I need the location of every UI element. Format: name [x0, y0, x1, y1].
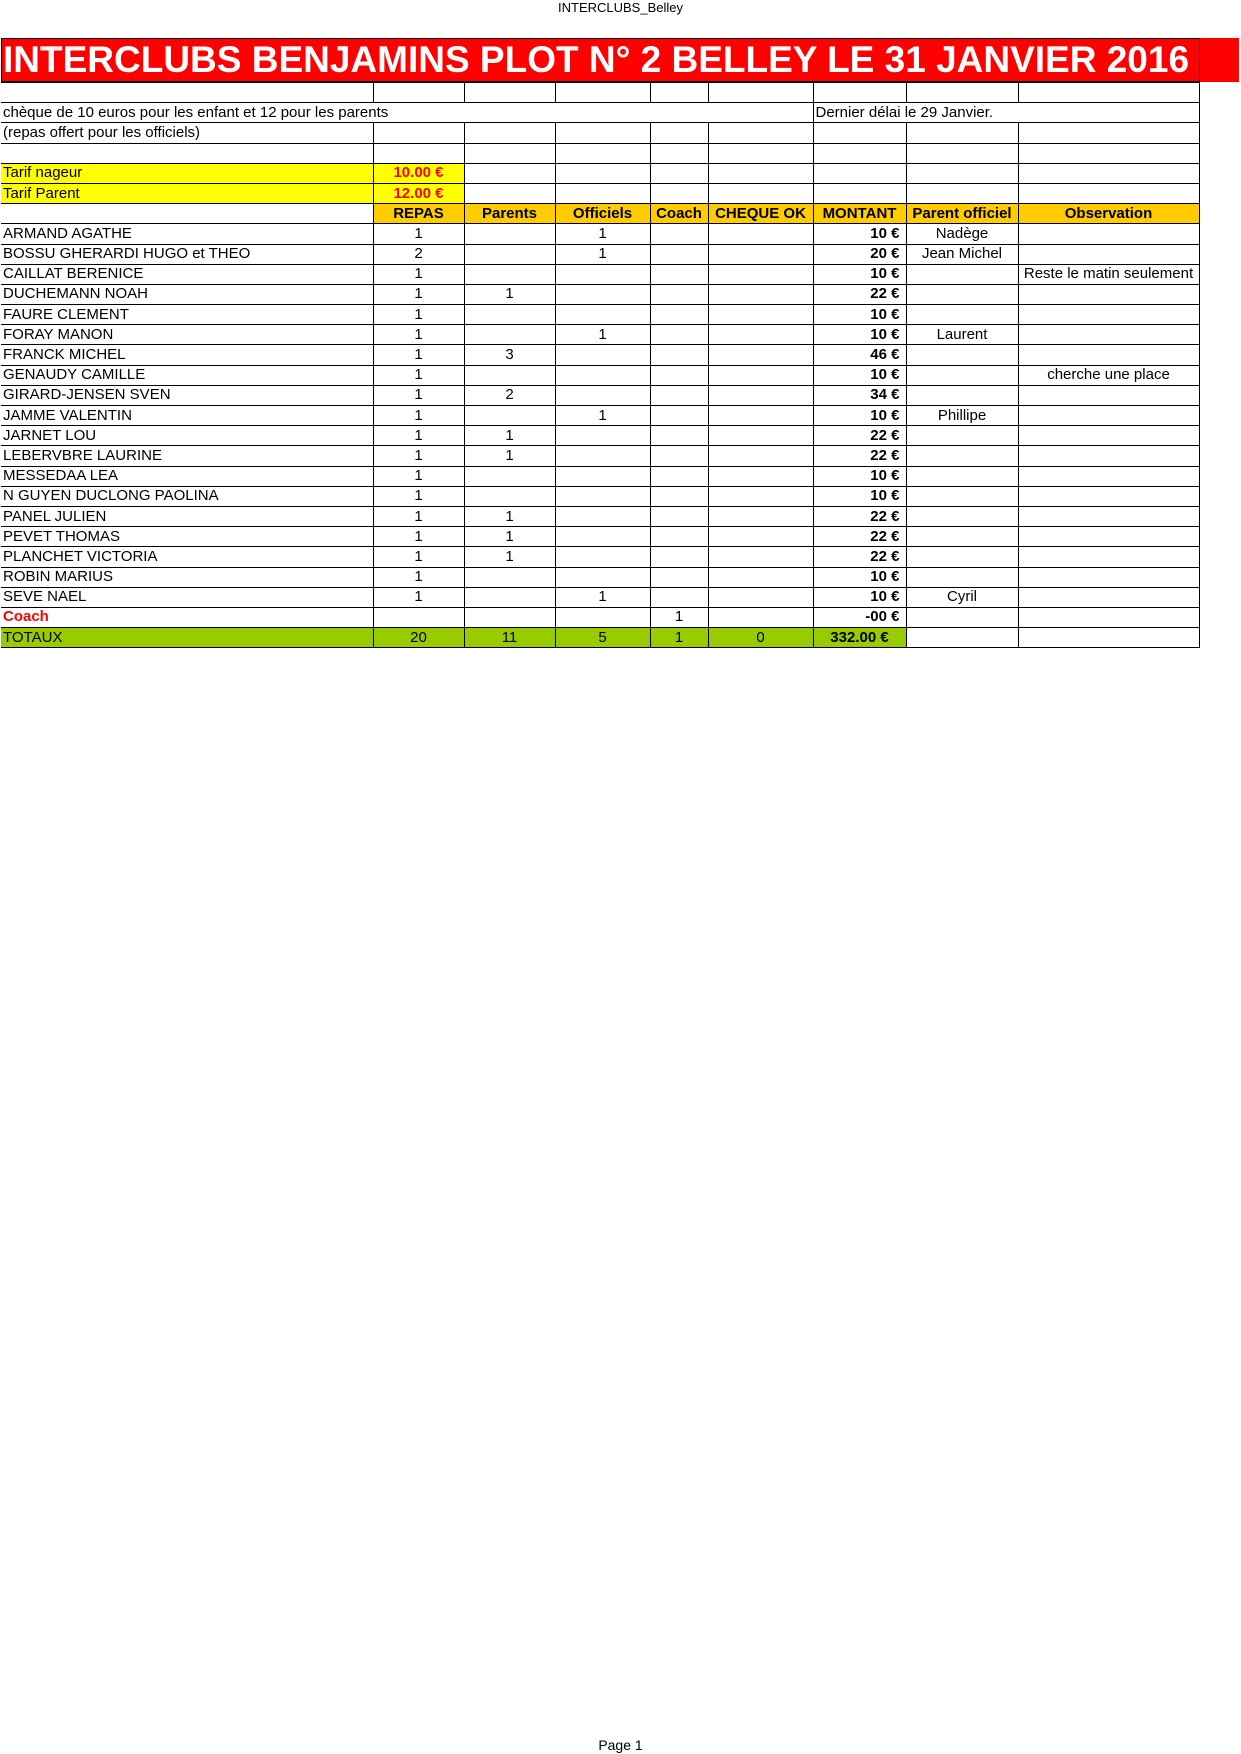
empty-cell — [708, 143, 813, 163]
tariff-label: Tarif Parent — [1, 183, 373, 203]
empty-cell — [1018, 123, 1199, 143]
table-row — [1, 567, 1199, 587]
table-row — [1, 244, 1199, 264]
observation-cell — [1018, 406, 1199, 426]
cheque-cell — [708, 426, 813, 446]
empty-cell — [555, 123, 650, 143]
cheque-cell — [708, 365, 813, 385]
montant-cell: 10 € — [813, 466, 906, 486]
repas-cell: 2 — [373, 244, 464, 264]
swimmer-name: DUCHEMANN NOAH — [1, 284, 373, 304]
cheque-cell — [708, 607, 813, 627]
parent-officiel-cell — [906, 466, 1018, 486]
parent-officiel-cell — [906, 365, 1018, 385]
cheque-cell — [708, 486, 813, 506]
coach-cell: 1 — [650, 607, 708, 627]
empty-cell — [708, 123, 813, 143]
repas-cell: 1 — [373, 547, 464, 567]
empty-cell — [1018, 83, 1199, 103]
repas-cell: 1 — [373, 567, 464, 587]
page-title: INTERCLUBS BENJAMINS PLOT N° 2 BELLEY LE 31 JANVIER 2016 — [3, 39, 1190, 80]
table-row — [1, 345, 1199, 365]
coach-cell — [650, 325, 708, 345]
observation-cell — [1018, 305, 1199, 325]
observation-cell — [1018, 224, 1199, 244]
swimmer-name: LEBERVBRE LAURINE — [1, 446, 373, 466]
montant-cell: 22 € — [813, 426, 906, 446]
parent-officiel-cell: Jean Michel — [906, 244, 1018, 264]
cheque-cell — [708, 587, 813, 607]
montant-cell: 10 € — [813, 264, 906, 284]
empty-cell — [464, 183, 555, 203]
swimmer-name: JARNET LOU — [1, 426, 373, 446]
table-row — [1, 527, 1199, 547]
repas-cell — [373, 607, 464, 627]
total-coach: 1 — [650, 628, 708, 648]
swimmer-name: MESSEDAA LEA — [1, 466, 373, 486]
repas-cell: 1 — [373, 506, 464, 526]
observation-cell — [1018, 244, 1199, 264]
parent-officiel-cell: Laurent — [906, 325, 1018, 345]
officiels-cell — [555, 567, 650, 587]
empty-cell — [1018, 183, 1199, 203]
totals-row — [1, 628, 1199, 648]
empty-cell — [1, 143, 373, 163]
parents-cell — [464, 567, 555, 587]
swimmer-name: PEVET THOMAS — [1, 527, 373, 547]
swimmer-name: GIRARD-JENSEN SVEN — [1, 385, 373, 405]
table-row — [1, 587, 1199, 607]
table-row — [1, 284, 1199, 304]
parents-cell — [464, 406, 555, 426]
observation-cell — [1018, 567, 1199, 587]
officiels-cell — [555, 284, 650, 304]
parents-cell: 1 — [464, 527, 555, 547]
title-banner — [1, 38, 1239, 82]
montant-cell: 34 € — [813, 385, 906, 405]
empty-cell — [555, 183, 650, 203]
officiels-cell — [555, 527, 650, 547]
total-montant: 332.00 € — [813, 628, 906, 648]
montant-cell: 22 € — [813, 506, 906, 526]
repas-cell: 1 — [373, 305, 464, 325]
montant-cell: 10 € — [813, 406, 906, 426]
column-header: Parents — [464, 204, 555, 224]
header-blank — [1, 204, 373, 224]
total-officiels: 5 — [555, 628, 650, 648]
totals-label: TOTAUX — [1, 628, 373, 648]
coach-cell — [650, 587, 708, 607]
empty-cell — [1018, 163, 1199, 183]
total-parent-officiel — [906, 628, 1018, 648]
spacer-row — [1, 83, 1199, 103]
repas-cell: 1 — [373, 406, 464, 426]
swimmer-name: N GUYEN DUCLONG PAOLINA — [1, 486, 373, 506]
observation-cell — [1018, 547, 1199, 567]
table-row — [1, 385, 1199, 405]
montant-cell: 10 € — [813, 224, 906, 244]
table-row — [1, 224, 1199, 244]
repas-cell: 1 — [373, 224, 464, 244]
parents-cell: 3 — [464, 345, 555, 365]
swimmer-name: JAMME VALENTIN — [1, 406, 373, 426]
officiels-cell — [555, 607, 650, 627]
cheque-cell — [708, 527, 813, 547]
cheque-cell — [708, 244, 813, 264]
deadline-note: Dernier délai le 29 Janvier. — [813, 103, 1199, 123]
officiels-cell — [555, 345, 650, 365]
table-row — [1, 446, 1199, 466]
cheque-cell — [708, 547, 813, 567]
montant-cell: 22 € — [813, 284, 906, 304]
column-header-row — [1, 204, 1199, 224]
observation-cell — [1018, 607, 1199, 627]
table-row — [1, 264, 1199, 284]
coach-cell — [650, 305, 708, 325]
registration-table — [1, 82, 1200, 648]
empty-cell — [906, 143, 1018, 163]
parent-officiel-cell — [906, 506, 1018, 526]
coach-cell — [650, 486, 708, 506]
coach-cell — [650, 345, 708, 365]
coach-cell — [650, 406, 708, 426]
observation-cell — [1018, 486, 1199, 506]
empty-cell — [708, 183, 813, 203]
officiels-cell: 1 — [555, 406, 650, 426]
table-row — [1, 325, 1199, 345]
officiels-cell — [555, 426, 650, 446]
cheque-cell — [708, 224, 813, 244]
swimmer-name: ROBIN MARIUS — [1, 567, 373, 587]
observation-cell — [1018, 466, 1199, 486]
empty-cell — [906, 183, 1018, 203]
empty-cell — [373, 123, 464, 143]
empty-cell — [464, 163, 555, 183]
cheque-cell — [708, 284, 813, 304]
empty-cell — [464, 143, 555, 163]
empty-cell — [650, 143, 708, 163]
officiels-cell — [555, 486, 650, 506]
empty-cell — [906, 123, 1018, 143]
repas-cell: 1 — [373, 325, 464, 345]
officiels-cell — [555, 446, 650, 466]
officials-note: (repas offert pour les officiels) — [1, 123, 373, 143]
empty-cell — [373, 83, 464, 103]
empty-cell — [373, 143, 464, 163]
officiels-cell — [555, 385, 650, 405]
tariff-row — [1, 183, 1199, 203]
repas-cell: 1 — [373, 284, 464, 304]
column-header: Observation — [1018, 204, 1199, 224]
observation-cell: Reste le matin seulement — [1018, 264, 1199, 284]
repas-cell: 1 — [373, 587, 464, 607]
montant-cell: 22 € — [813, 547, 906, 567]
empty-cell — [813, 183, 906, 203]
parents-cell: 1 — [464, 426, 555, 446]
officiels-cell: 1 — [555, 224, 650, 244]
parent-officiel-cell — [906, 486, 1018, 506]
swimmer-name: PLANCHET VICTORIA — [1, 547, 373, 567]
parents-cell — [464, 264, 555, 284]
parents-cell — [464, 325, 555, 345]
parent-officiel-cell: Nadège — [906, 224, 1018, 244]
table-row — [1, 506, 1199, 526]
officiels-cell — [555, 466, 650, 486]
table-row — [1, 365, 1199, 385]
empty-cell — [813, 163, 906, 183]
parent-officiel-cell — [906, 385, 1018, 405]
observation-cell — [1018, 426, 1199, 446]
total-repas: 20 — [373, 628, 464, 648]
swimmer-name: PANEL JULIEN — [1, 506, 373, 526]
parent-officiel-cell — [906, 305, 1018, 325]
empty-cell — [906, 163, 1018, 183]
parent-officiel-cell — [906, 284, 1018, 304]
table-row — [1, 486, 1199, 506]
total-parents: 11 — [464, 628, 555, 648]
table-row — [1, 406, 1199, 426]
column-header: CHEQUE OK — [708, 204, 813, 224]
parents-cell — [464, 486, 555, 506]
empty-cell — [813, 83, 906, 103]
tariff-label: Tarif nageur — [1, 163, 373, 183]
note-row — [1, 103, 1199, 123]
empty-cell — [650, 163, 708, 183]
parents-cell — [464, 587, 555, 607]
parent-officiel-cell — [906, 607, 1018, 627]
parent-officiel-cell — [906, 345, 1018, 365]
observation-cell — [1018, 506, 1199, 526]
montant-cell: 10 € — [813, 305, 906, 325]
cheque-cell — [708, 506, 813, 526]
repas-cell: 1 — [373, 486, 464, 506]
coach-cell — [650, 506, 708, 526]
cheque-cell — [708, 325, 813, 345]
observation-cell — [1018, 345, 1199, 365]
officiels-cell — [555, 547, 650, 567]
tariff-row — [1, 163, 1199, 183]
observation-cell — [1018, 325, 1199, 345]
officiels-cell — [555, 264, 650, 284]
parents-cell — [464, 224, 555, 244]
parents-cell: 1 — [464, 506, 555, 526]
parent-officiel-cell — [906, 426, 1018, 446]
coach-cell — [650, 264, 708, 284]
observation-cell: cherche une place — [1018, 365, 1199, 385]
empty-cell — [813, 123, 906, 143]
repas-cell: 1 — [373, 466, 464, 486]
montant-cell: 20 € — [813, 244, 906, 264]
officiels-cell — [555, 305, 650, 325]
officiels-cell — [555, 506, 650, 526]
empty-cell — [650, 83, 708, 103]
observation-cell — [1018, 527, 1199, 547]
sheet-name-header: INTERCLUBS_Belley — [558, 0, 683, 15]
repas-cell: 1 — [373, 426, 464, 446]
empty-cell — [555, 163, 650, 183]
parents-cell — [464, 244, 555, 264]
empty-cell — [464, 83, 555, 103]
montant-cell: 10 € — [813, 587, 906, 607]
total-observation — [1018, 628, 1199, 648]
empty-cell — [464, 123, 555, 143]
column-header: MONTANT — [813, 204, 906, 224]
coach-cell — [650, 547, 708, 567]
officiels-cell: 1 — [555, 244, 650, 264]
empty-cell — [650, 183, 708, 203]
coach-cell — [650, 466, 708, 486]
officiels-cell: 1 — [555, 587, 650, 607]
officiels-cell — [555, 365, 650, 385]
parents-cell: 1 — [464, 446, 555, 466]
parent-officiel-cell: Phillipe — [906, 406, 1018, 426]
parents-cell: 1 — [464, 284, 555, 304]
observation-cell — [1018, 446, 1199, 466]
column-header: Officiels — [555, 204, 650, 224]
total-cheque: 0 — [708, 628, 813, 648]
empty-cell — [555, 83, 650, 103]
parent-officiel-cell: Cyril — [906, 587, 1018, 607]
parents-cell — [464, 365, 555, 385]
coach-cell — [650, 446, 708, 466]
tariff-price: 12.00 € — [373, 183, 464, 203]
observation-cell — [1018, 385, 1199, 405]
table-row — [1, 547, 1199, 567]
parents-cell — [464, 607, 555, 627]
repas-cell: 1 — [373, 365, 464, 385]
montant-cell: 10 € — [813, 325, 906, 345]
montant-cell: 22 € — [813, 446, 906, 466]
montant-cell: 10 € — [813, 365, 906, 385]
empty-cell — [906, 83, 1018, 103]
cheque-cell — [708, 466, 813, 486]
cheque-cell — [708, 305, 813, 325]
coach-cell — [650, 365, 708, 385]
coach-cell — [650, 527, 708, 547]
swimmer-name: FAURE CLEMENT — [1, 305, 373, 325]
swimmer-name: FRANCK MICHEL — [1, 345, 373, 365]
column-header: Parent officiel — [906, 204, 1018, 224]
empty-cell — [708, 163, 813, 183]
repas-cell: 1 — [373, 385, 464, 405]
repas-cell: 1 — [373, 446, 464, 466]
observation-cell — [1018, 284, 1199, 304]
parents-cell: 2 — [464, 385, 555, 405]
note-row — [1, 123, 1199, 143]
empty-cell — [1018, 143, 1199, 163]
parents-cell — [464, 466, 555, 486]
montant-cell: 10 € — [813, 567, 906, 587]
cheque-cell — [708, 406, 813, 426]
parent-officiel-cell — [906, 264, 1018, 284]
swimmer-name: CAILLAT BERENICE — [1, 264, 373, 284]
column-header: REPAS — [373, 204, 464, 224]
coach-cell — [650, 244, 708, 264]
coach-cell — [650, 224, 708, 244]
empty-cell — [650, 123, 708, 143]
empty-cell — [708, 83, 813, 103]
empty-cell — [813, 143, 906, 163]
tariff-price: 10.00 € — [373, 163, 464, 183]
table-row — [1, 426, 1199, 446]
parent-officiel-cell — [906, 567, 1018, 587]
page-number: Page 1 — [598, 1737, 643, 1753]
cheque-note: chèque de 10 euros pour les enfant et 12 pour les parents — [1, 103, 813, 123]
cheque-cell — [708, 385, 813, 405]
swimmer-name: Coach — [1, 607, 373, 627]
table-row — [1, 305, 1199, 325]
parent-officiel-cell — [906, 446, 1018, 466]
spacer-row — [1, 143, 1199, 163]
table-row — [1, 466, 1199, 486]
parents-cell: 1 — [464, 547, 555, 567]
swimmer-name: BOSSU GHERARDI HUGO et THEO — [1, 244, 373, 264]
parent-officiel-cell — [906, 527, 1018, 547]
parent-officiel-cell — [906, 547, 1018, 567]
repas-cell: 1 — [373, 345, 464, 365]
coach-cell — [650, 385, 708, 405]
observation-cell — [1018, 587, 1199, 607]
cheque-cell — [708, 264, 813, 284]
montant-cell: 10 € — [813, 486, 906, 506]
montant-cell: -00 € — [813, 607, 906, 627]
column-header: Coach — [650, 204, 708, 224]
repas-cell: 1 — [373, 264, 464, 284]
repas-cell: 1 — [373, 527, 464, 547]
swimmer-name: SEVE NAEL — [1, 587, 373, 607]
empty-cell — [1, 83, 373, 103]
empty-cell — [555, 143, 650, 163]
cheque-cell — [708, 567, 813, 587]
coach-cell — [650, 567, 708, 587]
coach-cell — [650, 284, 708, 304]
coach-cell — [650, 426, 708, 446]
coach-row — [1, 607, 1199, 627]
cheque-cell — [708, 446, 813, 466]
montant-cell: 46 € — [813, 345, 906, 365]
swimmer-name: FORAY MANON — [1, 325, 373, 345]
swimmer-name: GENAUDY CAMILLE — [1, 365, 373, 385]
montant-cell: 22 € — [813, 527, 906, 547]
officiels-cell: 1 — [555, 325, 650, 345]
swimmer-name: ARMAND AGATHE — [1, 224, 373, 244]
parents-cell — [464, 305, 555, 325]
cheque-cell — [708, 345, 813, 365]
